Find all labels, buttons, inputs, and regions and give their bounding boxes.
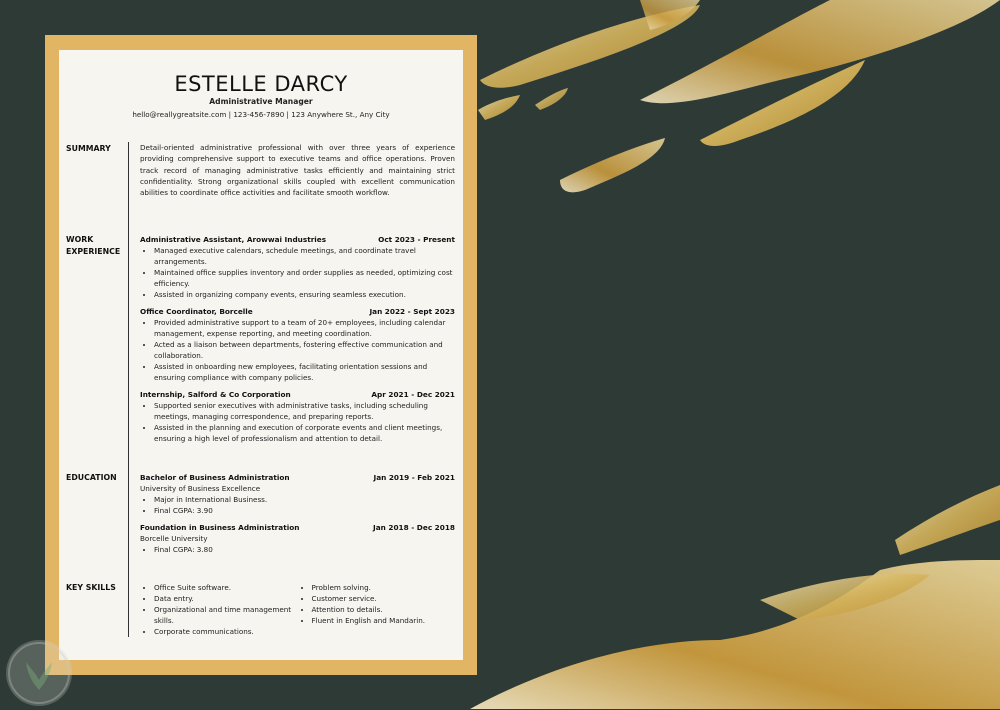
- job-bullet: • Supported senior executives with administrative tasks, including scheduling meetings, managing correspondence, and preparing reports.: [154, 400, 455, 422]
- experience-list: [140, 234, 455, 450]
- job-bullet: • Assisted in the planning and execution of corporate events and client meetings, ensuring a high level of professionalism and attention to detail.: [154, 422, 455, 444]
- skill-item: • Problem solving.: [312, 582, 456, 593]
- job-title: Office Coordinator, Borcelle: [140, 307, 253, 316]
- skill-item: • Attention to details.: [312, 604, 456, 615]
- job-bullet: • Provided administrative support to a team of 20+ employees, including calendar management, expense reporting, and meeting coordination.: [154, 317, 455, 339]
- job-bullet: • Acted as a liaison between departments, fostering effective communication and collaboration.: [154, 339, 455, 361]
- leaf-logo-icon: [6, 640, 72, 706]
- job-dates: Jan 2022 - Sept 2023: [369, 307, 455, 316]
- experience-heading: [66, 234, 124, 258]
- skills-column-1: [140, 582, 298, 637]
- degree-title: Foundation in Business Administration: [140, 523, 300, 532]
- job-dates: Oct 2023 - Present: [378, 235, 455, 244]
- job-entry: [140, 306, 455, 383]
- brush-stroke: [895, 485, 1000, 555]
- watermark-logo: [6, 640, 72, 706]
- skill-item: • Office Suite software.: [154, 582, 298, 593]
- skills-list: [140, 582, 455, 637]
- education-bullet: • Major in International Business.: [154, 494, 455, 505]
- section-divider-line: [128, 142, 129, 637]
- resume-role: Administrative Manager: [209, 97, 313, 106]
- skill-item: • Corporate communications.: [154, 626, 298, 637]
- job-bullet: • Assisted in onboarding new employees, facilitating orientation sessions and ensuring compliance with company policies.: [154, 361, 455, 383]
- education-entry: [140, 472, 455, 516]
- degree-title: Bachelor of Business Administration: [140, 473, 290, 482]
- school-name: Borcelle University: [140, 534, 208, 543]
- school-name: University of Business Excellence: [140, 484, 261, 493]
- degree-dates: Jan 2019 - Feb 2021: [373, 473, 455, 482]
- job-title: Internship, Salford & Co Corporation: [140, 390, 291, 399]
- skills-column-2: [298, 582, 456, 637]
- resume-page: [59, 50, 463, 660]
- job-title: Administrative Assistant, Arowwai Industries: [140, 235, 327, 244]
- resume-name: ESTELLE DARCY: [174, 72, 348, 96]
- education-bullet: • Final CGPA: 3.80: [154, 544, 455, 555]
- education-bullet: • Final CGPA: 3.90: [154, 505, 455, 516]
- experience-heading-line2: EXPERIENCE: [66, 247, 121, 256]
- degree-dates: Jan 2018 - Dec 2018: [373, 523, 455, 532]
- skills-heading: KEY SKILLS: [66, 583, 116, 592]
- summary-text: Detail-oriented administrative professional with over three years of experience providing comprehensive support to executive teams and office operations. Proven track record of managing administrative tasks efficiently and maintaining strict confidentiality. Strong organizational skills coupled with excellent communication abilities to coordinate office activities and facilitate smooth workflow.: [140, 143, 455, 198]
- skill-item: • Customer service.: [312, 593, 456, 604]
- education-heading: EDUCATION: [66, 473, 117, 482]
- job-entry: [140, 234, 455, 300]
- brush-stroke: [535, 88, 568, 110]
- education-entry: [140, 522, 455, 555]
- skill-item: • Data entry.: [154, 593, 298, 604]
- brush-stroke: [560, 138, 665, 192]
- job-bullet: • Maintained office supplies inventory and order supplies as needed, optimizing cost efficiency.: [154, 267, 455, 289]
- job-dates: Apr 2021 - Dec 2021: [371, 390, 455, 399]
- brush-stroke: [470, 560, 1000, 709]
- education-list: [140, 472, 455, 561]
- resume-contact: hello@reallygreatsite.com | 123-456-7890 | 123 Anywhere St., Any City: [132, 110, 390, 119]
- job-bullet: • Managed executive calendars, schedule meetings, and coordinate travel arrangements.: [154, 245, 455, 267]
- summary-heading: SUMMARY: [66, 144, 111, 153]
- experience-heading-line1: WORK: [66, 235, 94, 244]
- job-bullet: • Assisted in organizing company events, ensuring seamless execution.: [154, 289, 455, 300]
- skill-item: • Fluent in English and Mandarin.: [312, 615, 456, 626]
- brush-stroke: [478, 95, 520, 120]
- job-entry: [140, 389, 455, 444]
- skill-item: • Organizational and time management skills.: [154, 604, 298, 626]
